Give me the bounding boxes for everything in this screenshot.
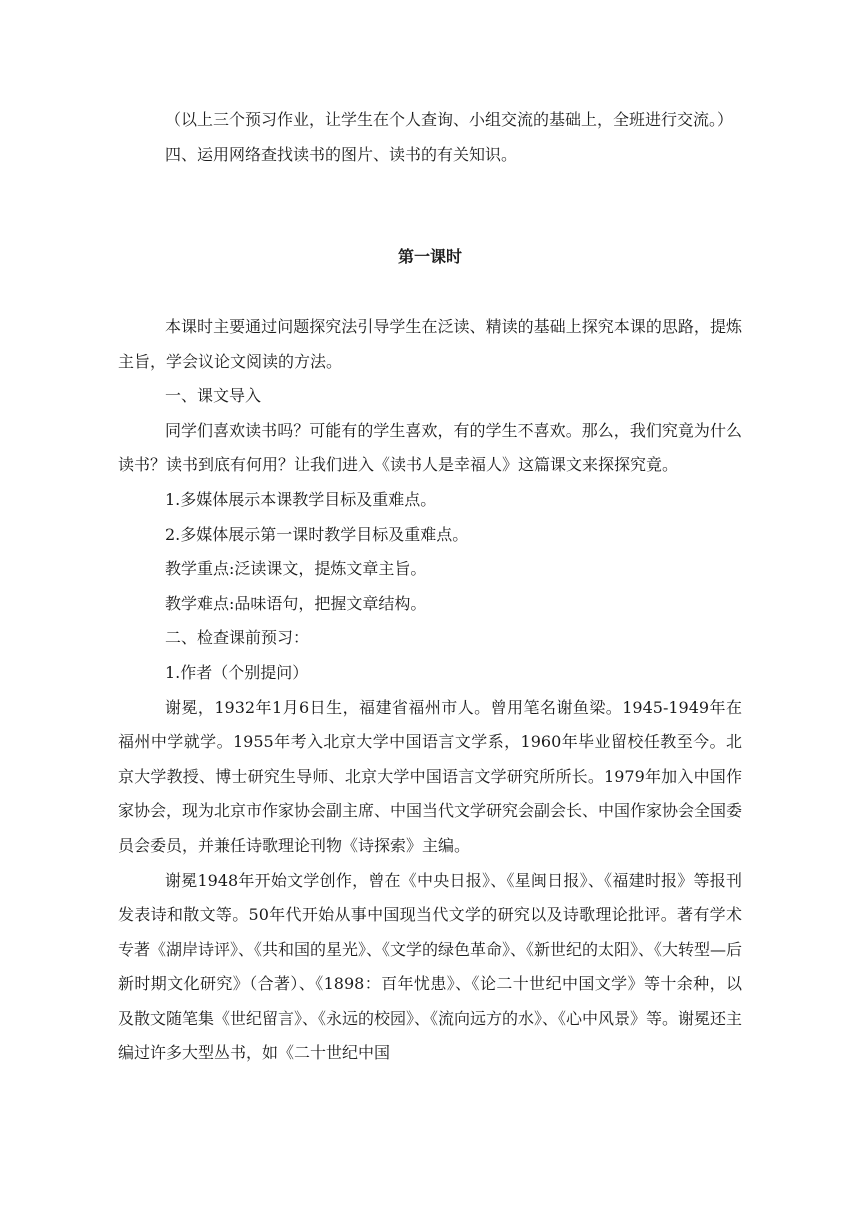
author-works-paragraph: 谢冕1948年开始文学创作，曾在《中央日报》、《星闽日报》、《福建时报》等报刊发表诗和散文等。50年代开始从事中国现当代文学的研究以及诗歌理论批评。著有学术专著《湖岸诗评》、《共和国的星光》、《文学的绿色革命》、《新世纪的太阳》、《大转型—后新时期文化研究》（合著）、《1898：百年忧患》、《论二十世纪中国文学》等十余种，以及散文随笔集《世纪留言》、《永远的校园》、《流向远方的水》、《心中风景》等。谢冕还主编过许多大型丛书，如《二十世纪中国 [118,870,743,1063]
author-bio-paragraph: 谢冕，1932年1月6日生，福建省福州市人。曾用笔名谢鱼梁。1945-1949年在福州中学就学。1955年考入北京大学中国语言文学系，1960年毕业留校任教至今。北京大学教授、博士研究生导师、北京大学中国语言文学研究所所长。1979年加入中国作家协会，现为北京市作家协会副主席、中国当代文学研究会副会长、中国作家协会全国委员会委员，并兼任诗歌理论刊物《诗探索》主编。 [118,697,743,855]
lesson-intro: 本课时主要通过问题探究法引导学生在泛读、精读的基础上探究本课的思路，提炼主旨，学会议论文阅读的方法。 [118,317,742,371]
teaching-difficulty: 教学难点:品味语句，把握文章结构。 [165,593,427,613]
list-item: 2.多媒体展示第一课时教学目标及重难点。 [165,524,469,544]
author-heading: 1.作者（个别提问） [165,662,309,682]
section-heading-preview-check: 二、检查课前预习： [165,628,310,648]
list-item: 1.多媒体展示本课教学目标及重难点。 [165,489,437,509]
lesson-title: 第一课时 [397,247,462,266]
preview-note: （以上三个预习作业，让学生在个人查询、小组交流的基础上，全班进行交流。） [165,110,734,129]
step-four: 四、运用网络查找读书的图片、读书的有关知识。 [165,144,518,164]
section-intro-text: 同学们喜欢读书吗？可能有的学生喜欢，有的学生不喜欢。那么，我们究竟为什么读书？读书到底有何用？让我们进入《读书人是幸福人》这篇课文来探探究竟。 [118,420,742,475]
lesson-body [118,310,742,1071]
preview-section [118,103,742,172]
section-heading-intro: 一、课文导入 [165,386,262,406]
teaching-focus: 教学重点:泛读课文，提炼文章主旨。 [165,559,427,579]
